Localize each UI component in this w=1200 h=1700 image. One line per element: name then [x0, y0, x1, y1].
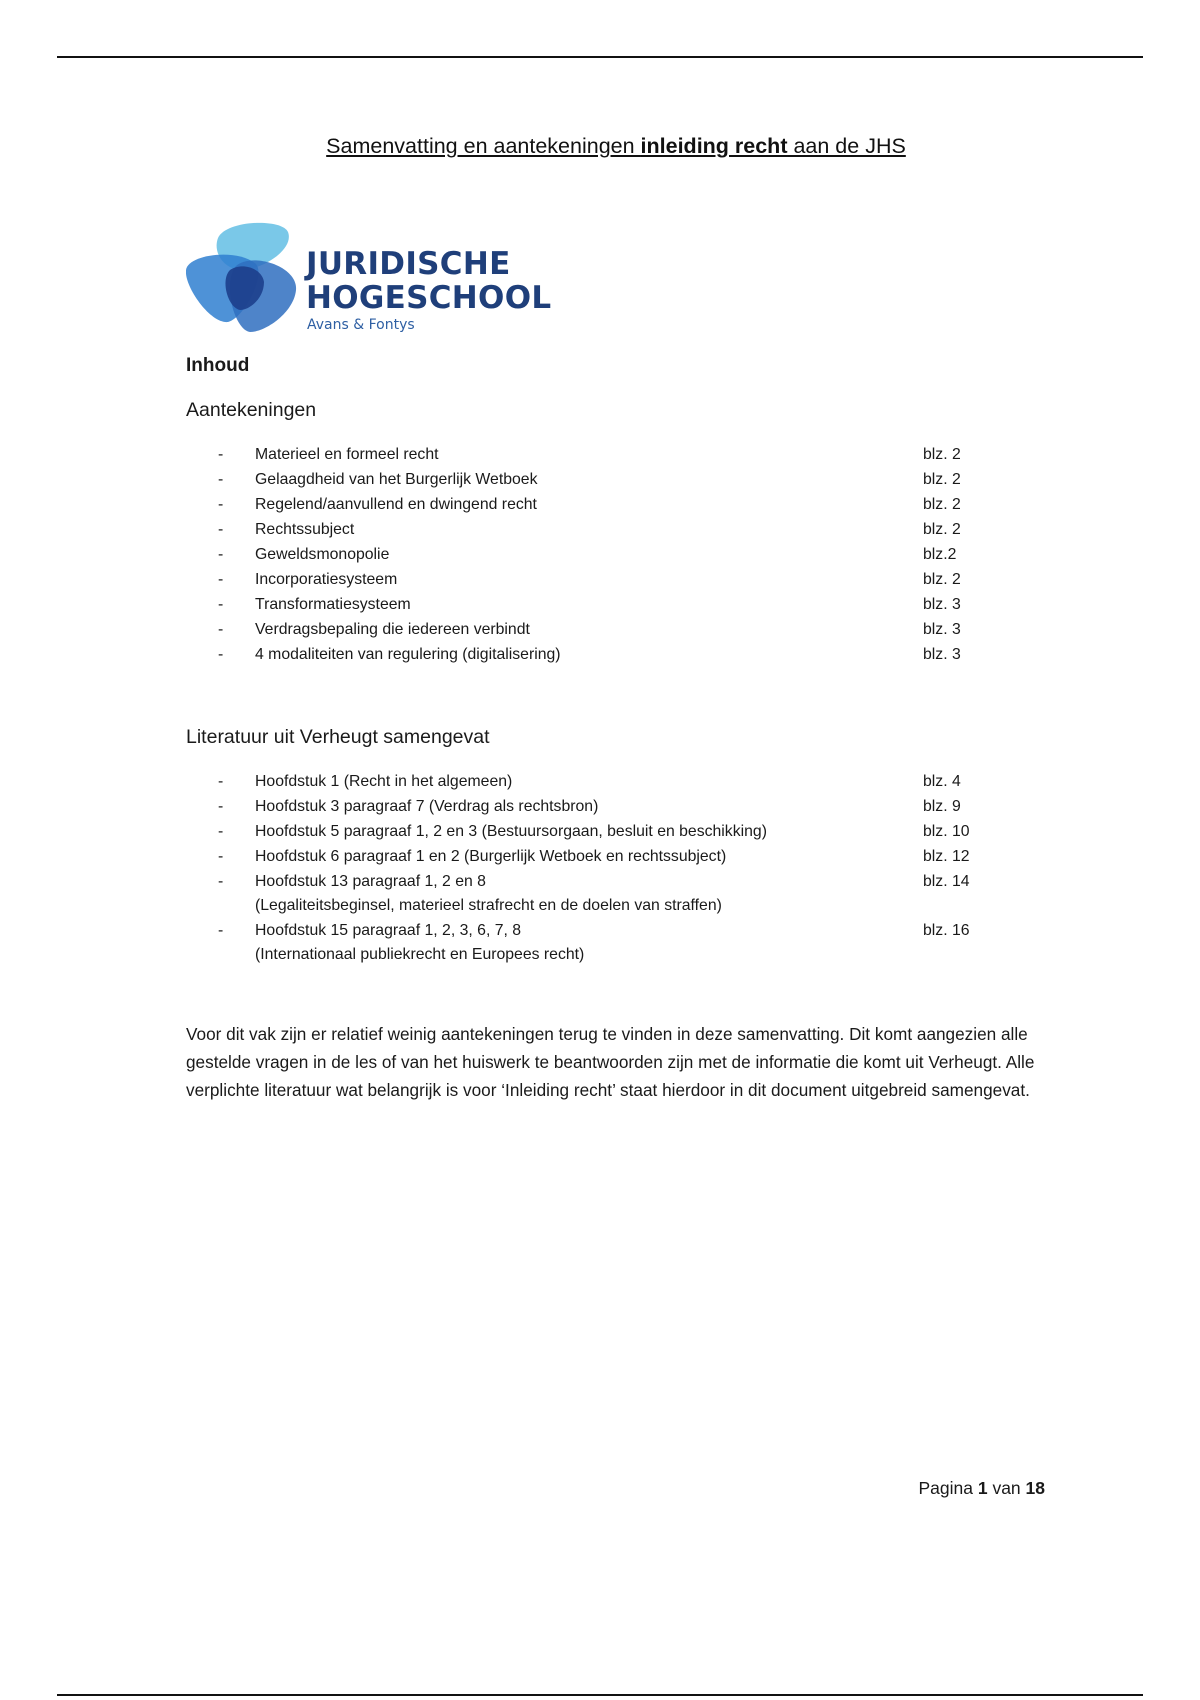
toc-item-label: Hoofdstuk 13 paragraaf 1, 2 en 8	[255, 873, 486, 890]
toc-item	[186, 819, 986, 844]
toc-title: Inhoud	[186, 355, 250, 376]
list-dash: -	[218, 773, 224, 790]
list-dash: -	[218, 823, 224, 840]
list-dash: -	[218, 521, 224, 538]
toc-item-page: blz. 2	[923, 446, 961, 463]
list-dash: -	[218, 596, 224, 613]
toc-item-page: blz. 2	[923, 571, 961, 588]
toc-item-sublabel: (Internationaal publiekrecht en Europees recht)	[255, 946, 585, 963]
list-dash: -	[218, 646, 224, 663]
intro-paragraph: Voor dit vak zijn er relatief weinig aantekeningen terug te vinden in deze samenvatting. Dit komt aangezien alle gestelde vragen in de les of van het huiswerk te beantwoorden zijn met de informatie die komt uit Verheugt. Alle verplichte literatuur wat belangrijk is voor ‘Inleiding recht’ staat hierdoor in dit document uitgebreid samengevat.	[186, 1024, 1035, 1100]
footer-prefix: Pagina	[918, 1478, 978, 1498]
list-dash: -	[218, 798, 224, 815]
toc-item-page: blz. 2	[923, 496, 961, 513]
toc-item-label: Hoofdstuk 3 paragraaf 7 (Verdrag als rechtsbron)	[255, 798, 599, 815]
footer-middle: van	[987, 1478, 1026, 1498]
list-dash: -	[218, 546, 224, 563]
toc-item-label: Materieel en formeel recht	[255, 446, 439, 463]
toc-item	[186, 517, 986, 542]
footer-rule	[57, 1694, 1143, 1696]
title-suffix: aan de JHS	[787, 134, 906, 158]
title-prefix: Samenvatting en aantekeningen	[326, 134, 641, 158]
school-logo	[186, 214, 552, 338]
logo-subtitle: Avans & Fontys	[307, 317, 415, 333]
toc-item-page: blz. 14	[923, 873, 970, 890]
list-dash: -	[218, 571, 224, 588]
toc-item-page: blz. 10	[923, 823, 970, 840]
list-dash: -	[218, 446, 224, 463]
logo-line2: HOGESCHOOL	[306, 280, 552, 316]
toc-item-sublabel: (Legaliteitsbeginsel, materieel strafrecht en de doelen van straffen)	[255, 897, 722, 914]
toc-item-page: blz. 9	[923, 798, 961, 815]
list-dash: -	[218, 922, 224, 939]
list-dash: -	[218, 471, 224, 488]
toc-item-label: Rechtssubject	[255, 521, 355, 538]
toc-item-page: blz. 4	[923, 773, 961, 790]
toc-item	[186, 869, 986, 918]
toc-item	[186, 617, 986, 642]
page-footer	[918, 1478, 1045, 1499]
toc-item	[186, 567, 986, 592]
toc-item-page: blz.2	[923, 546, 957, 563]
toc-item	[186, 794, 986, 819]
title-bold: inleiding recht	[640, 134, 788, 158]
header-rule	[57, 56, 1143, 58]
toc-item	[186, 642, 986, 667]
list-dash: -	[218, 621, 224, 638]
toc-item	[186, 467, 986, 492]
toc-item	[186, 844, 986, 869]
toc-item	[186, 492, 986, 517]
toc-item-label: Regelend/aanvullend en dwingend recht	[255, 496, 537, 513]
toc-item-label: Hoofdstuk 15 paragraaf 1, 2, 3, 6, 7, 8	[255, 922, 522, 939]
section-heading-aantekeningen: Aantekeningen	[186, 399, 317, 421]
page-title	[0, 134, 1200, 159]
toc-item-label: 4 modaliteiten van regulering (digitalisering)	[255, 646, 561, 663]
toc-item-label: Transformatiesysteem	[255, 596, 411, 613]
footer-current-page: 1	[977, 1478, 988, 1498]
toc-item	[186, 769, 986, 794]
toc-item-page: blz. 12	[923, 848, 970, 865]
list-dash: -	[218, 848, 224, 865]
toc-item-label: Hoofdstuk 5 paragraaf 1, 2 en 3 (Bestuursorgaan, besluit en beschikking)	[255, 823, 767, 840]
toc-item-page: blz. 2	[923, 521, 961, 538]
toc-item-page: blz. 3	[923, 621, 961, 638]
section-heading-literatuur: Literatuur uit Verheugt samengevat	[186, 726, 490, 748]
toc-list-literatuur	[186, 769, 986, 967]
toc-item-page: blz. 3	[923, 646, 961, 663]
toc-item	[186, 918, 986, 967]
toc-item-label: Gelaagdheid van het Burgerlijk Wetboek	[255, 471, 538, 488]
toc-list-aantekeningen	[186, 442, 986, 667]
toc-item	[186, 592, 986, 617]
list-dash: -	[218, 496, 224, 513]
toc-item-page: blz. 3	[923, 596, 961, 613]
toc-item-label: Geweldsmonopolie	[255, 546, 390, 563]
toc-item	[186, 542, 986, 567]
footer-total-pages: 18	[1025, 1478, 1045, 1498]
logo-line1: JURIDISCHE	[306, 246, 511, 282]
list-dash: -	[218, 873, 224, 890]
toc-item	[186, 442, 986, 467]
toc-item-label: Hoofdstuk 6 paragraaf 1 en 2 (Burgerlijk Wetboek en rechtssubject)	[255, 848, 727, 865]
toc-item-page: blz. 2	[923, 471, 961, 488]
toc-item-label: Hoofdstuk 1 (Recht in het algemeen)	[255, 773, 513, 790]
toc-item-page: blz. 16	[923, 922, 970, 939]
toc-item-label: Incorporatiesysteem	[255, 571, 398, 588]
toc-item-label: Verdragsbepaling die iedereen verbindt	[255, 621, 530, 638]
logo-mark-icon	[186, 214, 306, 338]
